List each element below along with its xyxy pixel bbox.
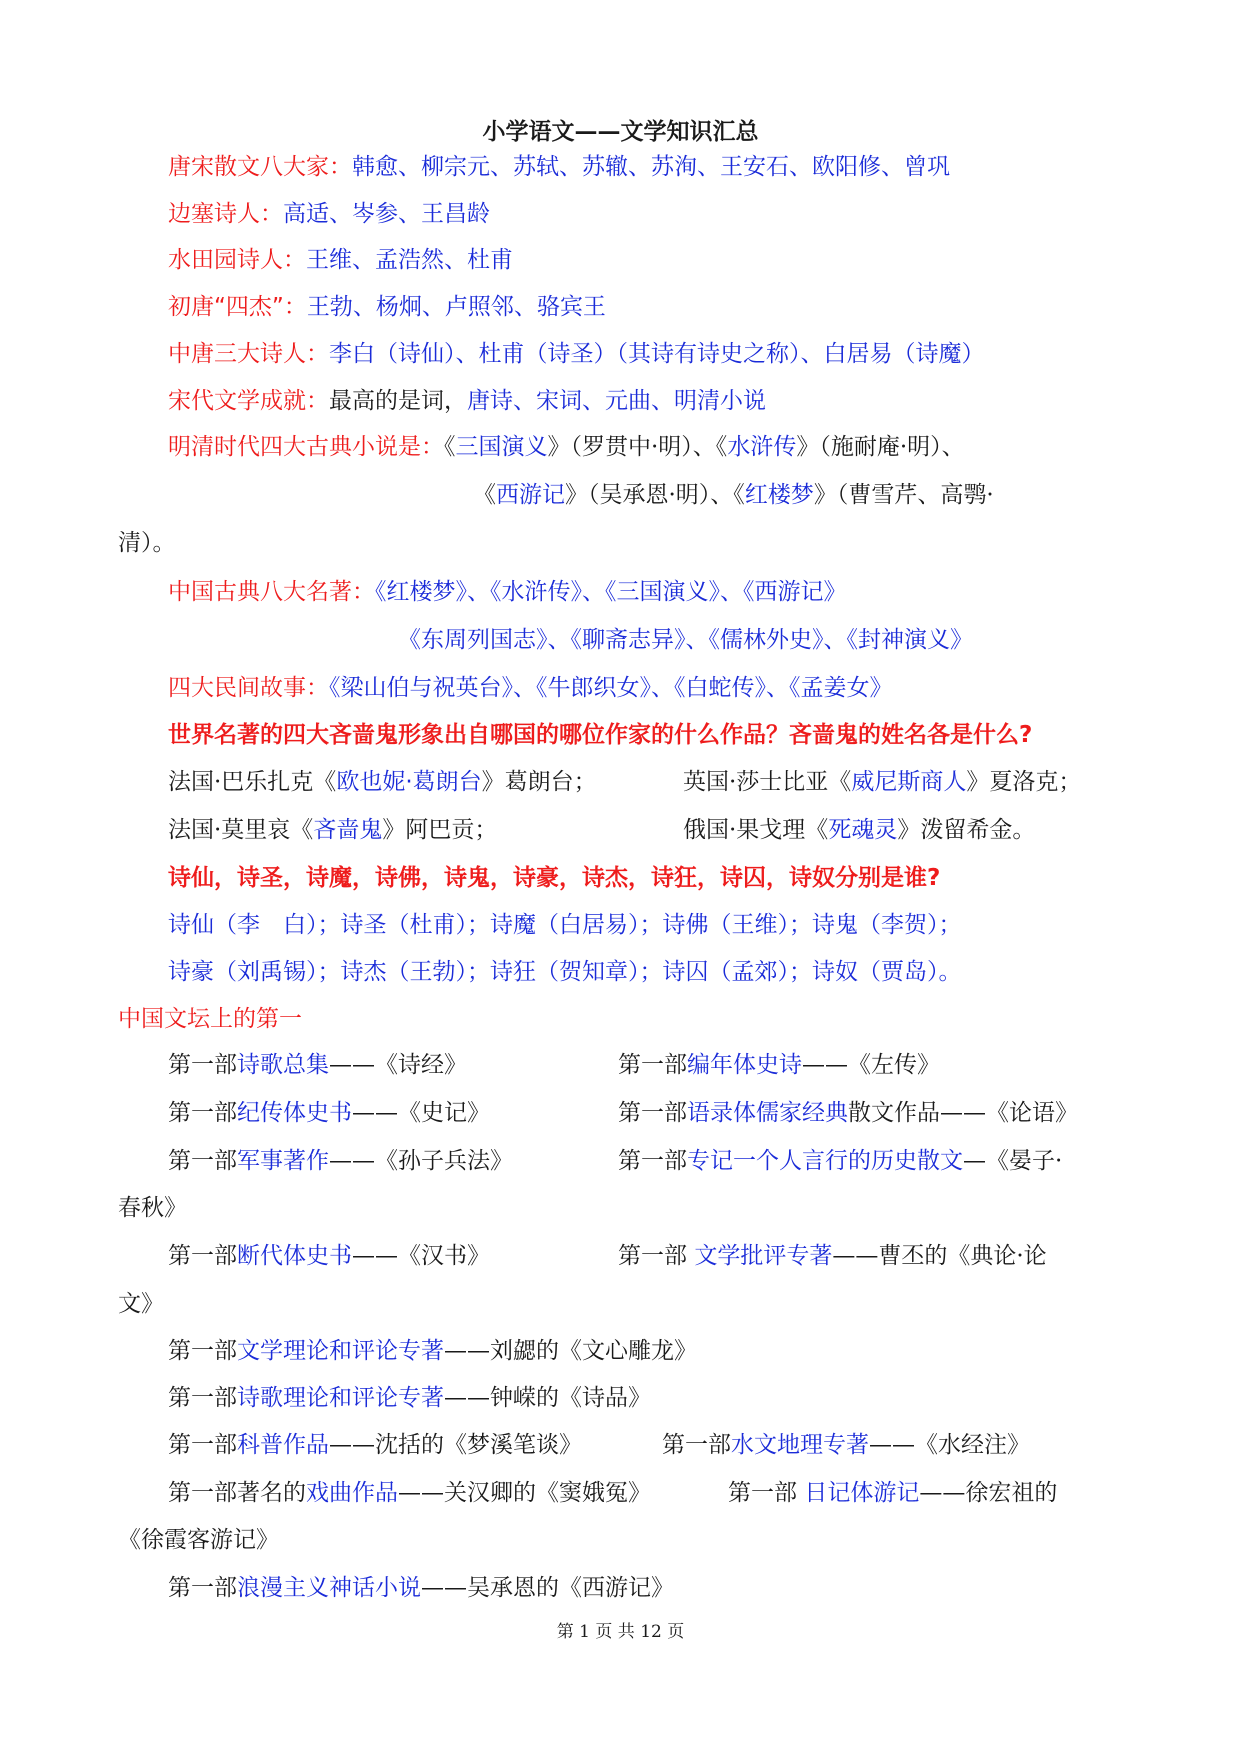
text-run: 《 <box>444 434 456 460</box>
text-run: ——《水经注》 <box>869 1432 1030 1458</box>
text-line <box>168 1241 490 1271</box>
text-line <box>168 339 985 369</box>
text-run: 编年体史诗 <box>687 1052 802 1078</box>
text-run: 诗歌理论和评论专著 <box>237 1385 444 1411</box>
text-line <box>168 767 597 797</box>
text-run: 第一部 <box>168 1052 237 1078</box>
text-run: 水浒传 <box>727 434 797 460</box>
text-run: 边塞诗人： <box>168 201 283 227</box>
text-run: 浪漫主义神话小说 <box>237 1575 421 1601</box>
text-line <box>728 1478 1057 1508</box>
text-run: ——《诗经》 <box>329 1052 467 1078</box>
text-run: ——徐宏祖的 <box>919 1480 1058 1506</box>
text-run: ——曹丕的《典论·论 <box>832 1243 1047 1269</box>
text-run: 纪传体史书 <box>237 1100 352 1126</box>
text-run: 第一部 <box>618 1243 695 1269</box>
text-run: ——吴承恩的《西游记》 <box>421 1575 674 1601</box>
text-run: 》泼留希金。 <box>897 817 1036 843</box>
text-line <box>683 815 1035 845</box>
text-run: 中国古典八大名著： <box>168 579 375 605</box>
text-run: 诗歌总集 <box>237 1052 329 1078</box>
text-run: 水文地理专著 <box>731 1432 869 1458</box>
text-run: 》夏洛克； <box>966 769 1082 795</box>
text-line <box>618 1098 1078 1128</box>
text-run: 第一部 <box>662 1432 731 1458</box>
text-run: 第一部 <box>168 1432 237 1458</box>
text-run: 第一部 <box>728 1480 805 1506</box>
text-run: 文学理论和评论专著 <box>237 1338 444 1364</box>
text-line <box>168 720 1032 750</box>
text-run: ——刘勰的《文心雕龙》 <box>444 1338 697 1364</box>
text-run: 初唐“四杰”： <box>168 294 307 320</box>
page-footer: 第 1 页 共 12 页 <box>556 1622 685 1642</box>
text-run: 俄国·果戈理《 <box>683 817 829 843</box>
text-run: 第一部 <box>168 1575 237 1601</box>
text-run: 第一部 <box>168 1243 237 1269</box>
text-run: 四大民间故事： <box>168 675 329 701</box>
text-run: 水田园诗人： <box>168 247 306 273</box>
text-run: 第一部 <box>168 1338 237 1364</box>
text-run: 唐诗、宋词、元曲、明清小说 <box>467 388 766 414</box>
text-run: 《红楼梦》、《水浒传》、《三国演义》、《西游记》 <box>375 579 847 605</box>
text-run: 第一部 <box>618 1100 687 1126</box>
text-run: 中唐三大诗人： <box>168 341 329 367</box>
text-line <box>118 1004 302 1034</box>
text-line <box>168 1098 490 1128</box>
text-run: 威尼斯商人 <box>851 769 967 795</box>
text-line <box>168 815 497 845</box>
text-line <box>168 1573 674 1603</box>
page-title: 小学语文——文学知识汇总 <box>482 118 759 145</box>
text-line <box>168 152 950 182</box>
text-run: 中国文坛上的第一 <box>118 1006 302 1032</box>
text-run: 法国·巴乐扎克《 <box>168 769 337 795</box>
text-run: 宋代文学成就： <box>168 388 329 414</box>
text-line <box>473 480 994 510</box>
text-line <box>168 199 490 229</box>
text-run: 《徐霞客游记》 <box>118 1527 279 1553</box>
text-line <box>168 292 606 322</box>
text-line <box>118 528 176 558</box>
text-line <box>118 1193 187 1223</box>
text-run: 王勃、杨炯、卢照邻、骆宾王 <box>306 294 606 320</box>
text-run: 《东周列国志》、《聊斋志异》、《儒林外史》、《封神演义》 <box>398 627 973 653</box>
text-run: 日记体游记 <box>804 1480 920 1506</box>
text-run: 断代体史书 <box>237 1243 352 1269</box>
text-run: 科普作品 <box>237 1432 329 1458</box>
text-line <box>168 1430 582 1460</box>
text-line <box>168 673 893 703</box>
text-run: 最高的是词， <box>329 388 467 414</box>
text-line <box>168 910 962 940</box>
text-run: 王维、孟浩然、杜甫 <box>306 247 513 273</box>
text-line <box>618 1146 1062 1176</box>
text-run: 英国·莎士比亚《 <box>683 769 852 795</box>
text-line <box>168 957 962 987</box>
text-line <box>118 1289 164 1319</box>
text-line <box>168 1383 651 1413</box>
text-line <box>662 1430 1030 1460</box>
text-run: 》葛朗台； <box>481 769 597 795</box>
text-run: 韩愈、柳宗元、苏轼、苏辙、苏洵、王安石、欧阳修、曾巩 <box>352 154 950 180</box>
text-line <box>618 1050 940 1080</box>
text-run: ——沈括的《梦溪笔谈》 <box>329 1432 582 1458</box>
text-run: 第一部 <box>168 1100 237 1126</box>
text-run: 《梁山伯与祝英台》、《牛郎织女》、《白蛇传》、《孟姜女》 <box>329 675 893 701</box>
text-run: ——《史记》 <box>352 1100 490 1126</box>
text-run: 》阿巴贡； <box>382 817 498 843</box>
text-line <box>168 863 940 893</box>
text-run: 诗豪（刘禹锡）；诗杰（王勃）；诗狂（贺知章）；诗囚（孟郊）；诗奴（贾岛）。 <box>168 959 962 985</box>
text-run: 世界名著的四大吝啬鬼形象出自哪国的哪位作家的什么作品？吝啬鬼的姓名各是什么? <box>168 722 1033 748</box>
text-run: 欧也妮·葛朗台 <box>336 769 482 795</box>
text-line <box>168 245 513 275</box>
text-run: ——关汉卿的《窦娥冤》 <box>398 1480 651 1506</box>
text-run: 李白（诗仙）、杜甫（诗圣）（其诗有诗史之称）、白居易（诗魔） <box>329 341 985 367</box>
text-line <box>168 577 847 607</box>
text-run: 语录体儒家经典 <box>687 1100 848 1126</box>
text-line <box>168 1146 513 1176</box>
text-line <box>118 1525 279 1555</box>
text-run: 三国演义 <box>455 434 548 460</box>
text-run: ——《左传》 <box>802 1052 940 1078</box>
text-run: 第一部 <box>168 1385 237 1411</box>
text-run: 第一部 <box>168 1148 237 1174</box>
text-run: 高适、岑参、王昌龄 <box>283 201 490 227</box>
text-line <box>618 1241 1047 1271</box>
text-run: 吝啬鬼 <box>313 817 383 843</box>
text-run: 红楼梦 <box>744 482 814 508</box>
text-run: —《晏子· <box>963 1148 1063 1174</box>
text-run: 专记一个人言行的历史散文 <box>687 1148 963 1174</box>
text-run: 清）。 <box>118 530 176 556</box>
text-run: 散文作品——《论语》 <box>848 1100 1078 1126</box>
text-run: 》（罗贯中·明）、《 <box>547 434 728 460</box>
text-run: 《 <box>473 482 496 508</box>
text-line <box>683 767 1081 797</box>
text-run: 戏曲作品 <box>306 1480 398 1506</box>
text-line <box>168 432 965 462</box>
text-run: 西游记 <box>496 482 565 508</box>
text-run: 第一部 <box>618 1052 687 1078</box>
text-run: 法国·莫里哀《 <box>168 817 314 843</box>
text-run: 》（曹雪芹、高鹗· <box>813 482 994 508</box>
text-run: 唐宋散文八大家： <box>168 154 352 180</box>
text-line <box>168 1478 651 1508</box>
text-line <box>398 625 973 655</box>
text-run: 诗仙（李 白）；诗圣（杜甫）；诗魔（白居易）；诗佛（王维）；诗鬼（李贺）； <box>168 912 962 938</box>
text-run: 诗仙，诗圣，诗魔，诗佛，诗鬼，诗豪，诗杰，诗狂，诗囚，诗奴分别是谁? <box>168 865 941 891</box>
text-run: ——《孙子兵法》 <box>329 1148 513 1174</box>
text-run: 春秋》 <box>118 1195 187 1221</box>
text-run: 》（吴承恩·明）、《 <box>565 482 745 508</box>
text-line <box>168 1050 467 1080</box>
text-run: 文学批评专著 <box>694 1243 833 1269</box>
text-run: 明清时代四大古典小说是： <box>168 434 444 460</box>
text-run: ——《汉书》 <box>352 1243 490 1269</box>
text-run: 第一部 <box>618 1148 687 1174</box>
text-run: 军事著作 <box>237 1148 329 1174</box>
text-run: 文》 <box>118 1291 164 1317</box>
text-run: ——钟嵘的《诗品》 <box>444 1385 651 1411</box>
text-line <box>168 386 766 416</box>
text-run: 第一部著名的 <box>168 1480 306 1506</box>
text-run: 死魂灵 <box>828 817 898 843</box>
text-run: 》（施耐庵·明）、 <box>796 434 965 460</box>
text-line <box>168 1336 697 1366</box>
